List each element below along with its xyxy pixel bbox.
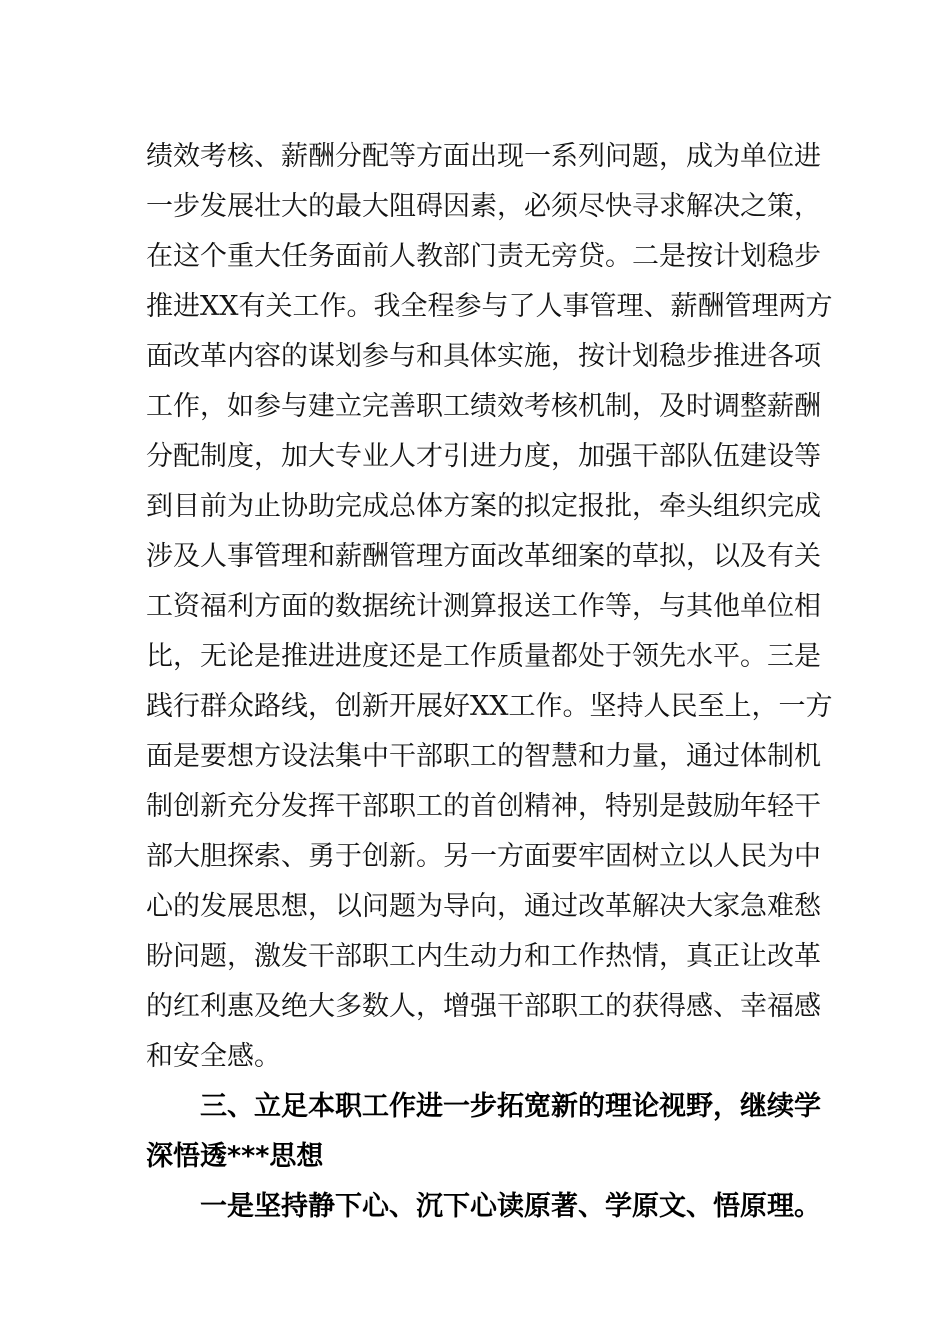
paragraph-line: 和安全感。 [146, 1041, 281, 1072]
subheading: 一是坚持静下心、沉下心读原著、学原文、悟原理。 [200, 1191, 821, 1222]
paragraph-line: 工资福利方面的数据统计测算报送工作等，与其他单位相 [146, 591, 821, 622]
paragraph-line: 比，无论是推进进度还是工作质量都处于领先水平。三是 [146, 641, 821, 672]
paragraph-line: 面改革内容的谋划参与和具体实施，按计划稳步推进各项 [146, 341, 821, 372]
paragraph-line: 工作，如参与建立完善职工绩效考核机制，及时调整薪酬 [146, 391, 821, 422]
paragraph-line: 分配制度，加大专业人才引进力度，加强干部队伍建设等 [146, 441, 821, 472]
paragraph-line: 到目前为止协助完成总体方案的拟定报批，牵头组织完成 [146, 491, 821, 522]
paragraph-line: 面是要想方设法集中干部职工的智慧和力量，通过体制机 [146, 741, 821, 772]
paragraph-line: 在这个重大任务面前人教部门责无旁贷。二是按计划稳步 [146, 241, 821, 272]
section-heading-continued: 深悟透***思想 [146, 1141, 324, 1172]
paragraph-line: 绩效考核、薪酬分配等方面出现一系列问题，成为单位进 [146, 141, 821, 172]
paragraph-line: 涉及人事管理和薪酬管理方面改革细案的草拟，以及有关 [146, 541, 821, 572]
section-heading: 三、立足本职工作进一步拓宽新的理论视野，继续学 [200, 1091, 821, 1122]
paragraph-line: 制创新充分发挥干部职工的首创精神，特别是鼓励年轻干 [146, 791, 821, 822]
paragraph-line: 推进XX有关工作。我全程参与了人事管理、薪酬管理两方 [146, 291, 833, 322]
paragraph-line: 践行群众路线，创新开展好XX工作。坚持人民至上，一方 [146, 691, 833, 722]
paragraph-line: 盼问题，激发干部职工内生动力和工作热情，真正让改革 [146, 941, 821, 972]
paragraph-line: 的红利惠及绝大多数人，增强干部职工的获得感、幸福感 [146, 991, 821, 1022]
paragraph-line: 部大胆探索、勇于创新。另一方面要牢固树立以人民为中 [146, 841, 821, 872]
paragraph-line: 心的发展思想，以问题为导向，通过改革解决大家急难愁 [146, 891, 821, 922]
paragraph-line: 一步发展壮大的最大阻碍因素，必须尽快寻求解决之策， [146, 191, 821, 222]
